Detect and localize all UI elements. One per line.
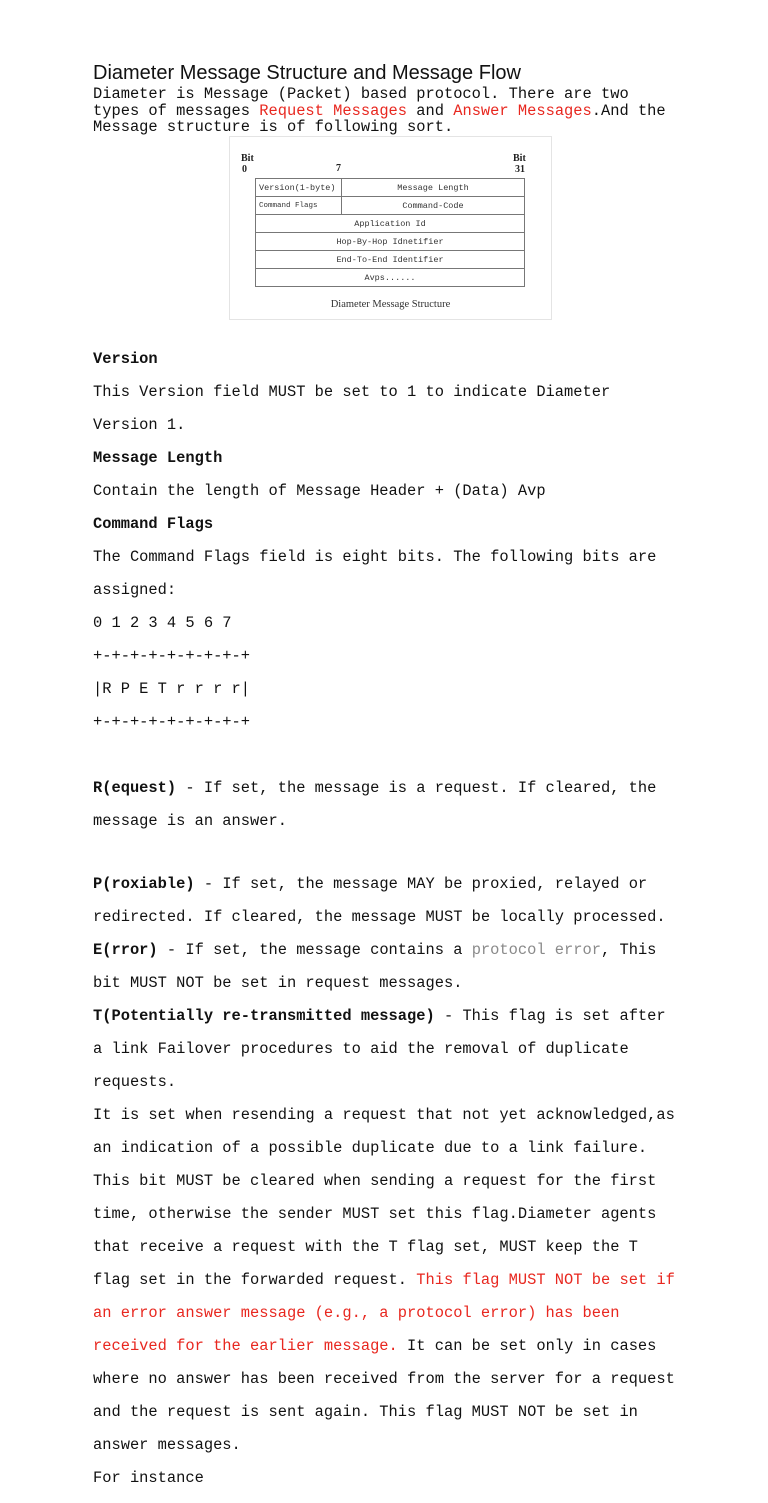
header-table — [255, 178, 525, 287]
text-line — [93, 103, 666, 120]
text-line — [93, 1338, 675, 1355]
command-flags-cell: Command Flags — [256, 197, 342, 214]
text-line: Version 1. — [93, 415, 186, 434]
proxiable-flag-heading: P(roxiable) — [93, 875, 195, 893]
request-flag-line — [93, 780, 675, 797]
answer-messages-highlight: Answer Messages — [453, 101, 592, 120]
text-span: types of messages — [93, 101, 260, 120]
error-flag-heading: E(rror) — [93, 941, 158, 959]
application-id-cell: Application Id — [354, 218, 426, 229]
text-line: and the request is sent again. This flag MUST NOT be set in — [93, 1403, 638, 1421]
proxiable-flag-line — [93, 876, 675, 893]
text-line: This bit MUST be cleared when sending a request for the first — [93, 1172, 657, 1190]
text-line: Diameter is Message (Packet) based protocol. There are two — [93, 85, 629, 103]
text-line: message is an answer. — [93, 811, 287, 830]
end-to-end-cell: End-To-End Identifier — [336, 254, 444, 265]
text-line: Message structure is of following sort. — [93, 118, 454, 136]
message-length-cell: Message Length — [397, 182, 469, 193]
command-code-cell: Command-Code — [402, 200, 464, 211]
text-line: an indication of a possible duplicate due to a link failure. — [93, 1139, 648, 1157]
bit-numbers: 0 1 2 3 4 5 6 7 — [93, 613, 232, 632]
text-line: assigned: — [93, 580, 177, 599]
hop-by-hop-cell: Hop-By-Hop Idnetifier — [336, 236, 444, 247]
red-highlight: an error answer message (e.g., a protocol error) has been — [93, 1304, 620, 1322]
text-line: answer messages. — [93, 1436, 241, 1454]
text-line: Contain the length of Message Header + (Data) Avp — [93, 481, 546, 500]
text-span: flag set in the forwarded request. — [93, 1271, 417, 1289]
text-span: , This — [601, 941, 657, 959]
text-line: The Command Flags field is eight bits. The following bits are — [93, 547, 657, 566]
text-span: and — [407, 101, 454, 120]
text-span: .And the — [591, 101, 666, 120]
page-title: Diameter Message Structure and Message Flow — [93, 62, 521, 84]
text-line: bit MUST NOT be set in request messages. — [93, 974, 463, 992]
text-line: that receive a request with the T flag set, MUST keep the T — [93, 1238, 638, 1256]
text-line: requests. — [93, 1073, 177, 1091]
retransmit-flag-line — [93, 1008, 675, 1025]
text-line: This Version field MUST be set to 1 to indicate Diameter — [93, 382, 611, 401]
bit-label: Bit — [513, 153, 526, 164]
error-flag-line — [93, 942, 675, 959]
command-flags-heading: Command Flags — [93, 514, 214, 533]
text-line: time, otherwise the sender MUST set this flag.Diameter agents — [93, 1205, 657, 1223]
text-line: redirected. If cleared, the message MUST be locally processed. — [93, 908, 666, 926]
bit-31-label: 31 — [515, 164, 525, 175]
bit-label: Bit — [241, 153, 254, 164]
intro-paragraph — [93, 86, 666, 136]
text-line: where no answer has been received from the server for a request — [93, 1370, 675, 1388]
text-line: It is set when resending a request that not yet acknowledged,as — [93, 1106, 675, 1124]
text-span: - This flag is set after — [434, 1007, 666, 1025]
bit-flags: |R P E T r r r r| — [93, 679, 251, 698]
protocol-error-link[interactable]: protocol error — [471, 941, 601, 959]
figure-caption: Diameter Message Structure — [330, 299, 451, 310]
text-line: a link Failover procedures to aid the removal of duplicate — [93, 1040, 629, 1058]
text-span: - If set, the message contains a — [157, 941, 472, 959]
text-line: For instance — [93, 1469, 204, 1487]
request-flag-heading: R(equest) — [93, 778, 177, 797]
bit-border: +-+-+-+-+-+-+-+-+ — [93, 646, 251, 665]
message-length-heading: Message Length — [93, 448, 223, 467]
red-highlight: received for the earlier message. — [93, 1337, 398, 1355]
version-heading: Version — [93, 349, 158, 368]
message-structure-figure — [229, 136, 552, 320]
text-span: - If set, the message is a request. If cleared, the — [176, 778, 657, 797]
red-highlight: This flag MUST NOT be set if — [416, 1271, 675, 1289]
text-span: - If set, the message MAY be proxied, relayed or — [194, 875, 648, 893]
request-messages-highlight: Request Messages — [259, 101, 408, 120]
version-cell: Version(1-byte) — [256, 179, 342, 196]
text-line — [93, 1272, 675, 1289]
fields-section — [93, 334, 675, 1503]
avps-cell: Avps...... — [364, 272, 416, 283]
bit-0-label: 0 — [242, 164, 247, 175]
bit-7-label: 7 — [336, 163, 341, 174]
bit-border: +-+-+-+-+-+-+-+-+ — [93, 712, 251, 731]
retransmit-flag-heading: T(Potentially re-transmitted message) — [93, 1007, 435, 1025]
text-span: It can be set only in cases — [397, 1337, 657, 1355]
